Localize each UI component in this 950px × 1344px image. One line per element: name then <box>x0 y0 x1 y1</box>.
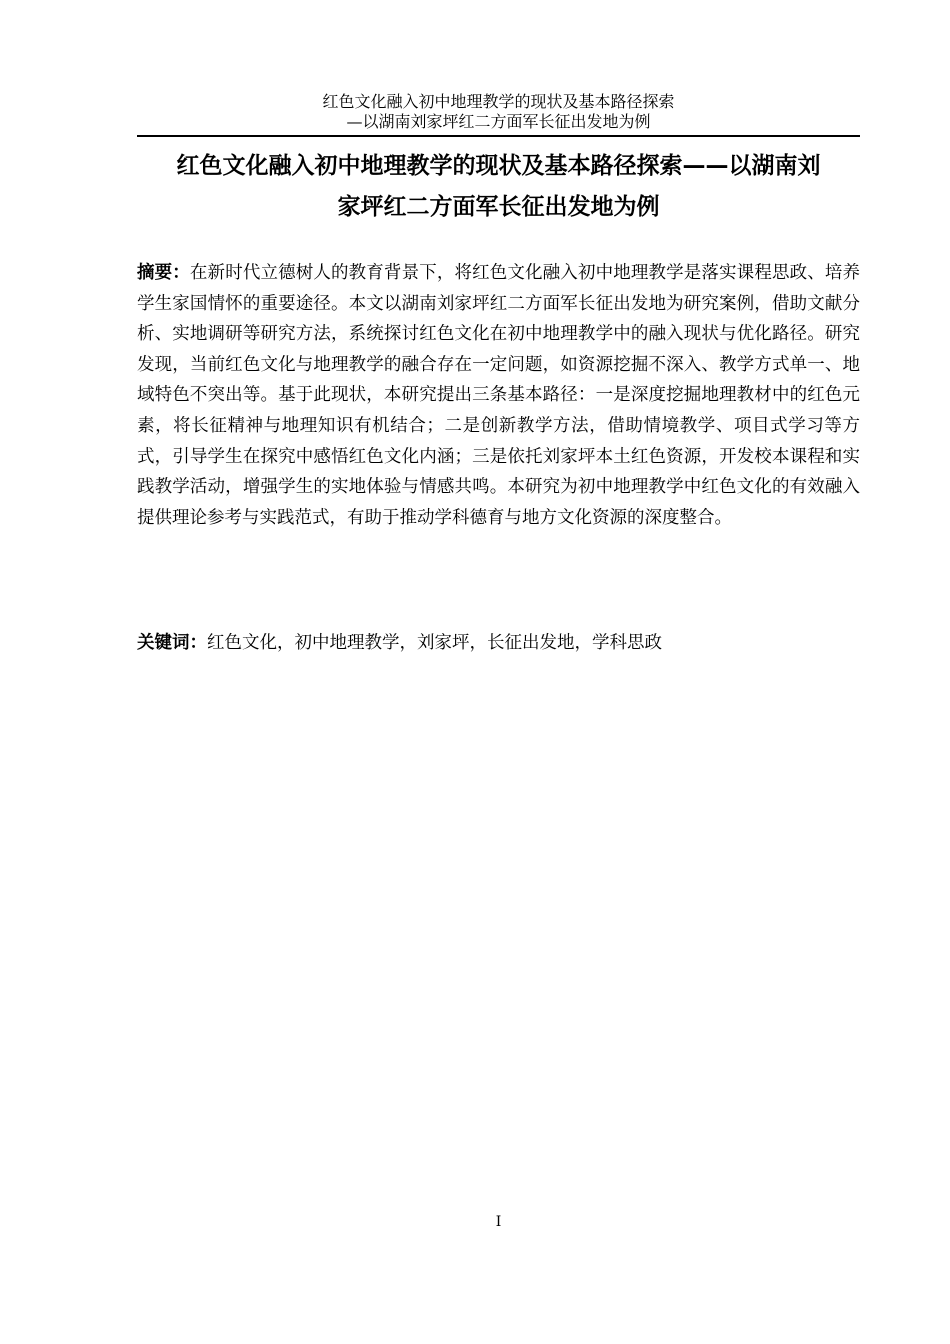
running-header <box>137 92 860 132</box>
paper-title-line1: 红色文化融入初中地理教学的现状及基本路径探索——以湖南刘 <box>176 153 821 179</box>
abstract-label: 摘要： <box>137 263 190 283</box>
keywords-paragraph <box>137 628 860 659</box>
keywords-label: 关键词： <box>137 633 207 653</box>
header-rule <box>137 135 860 137</box>
abstract-paragraph <box>137 258 860 533</box>
keywords-text: 红色文化，初中地理教学，刘家坪，长征出发地，学科思政 <box>207 633 662 653</box>
running-header-line1: 红色文化融入初中地理教学的现状及基本路径探索 <box>322 92 675 111</box>
paper-title-line2: 家坪红二方面军长征出发地为例 <box>337 194 660 220</box>
abstract-text: 在新时代立德树人的教育背景下，将红色文化融入初中地理教学是落实课程思政、培养学生家国情怀的重要途径。本文以湖南刘家坪红二方面军长征出发地为研究案例，借助文献分析、实地调研等研究方法，系统探讨红色文化在初中地理教学中的融入现状与优化路径。研究发现，当前红色文化与地理教学的融合存在一定问题，如资源挖掘不深入、教学方式单一、地域特色不突出等。基于此现状，本研究提出三条基本路径：一是深度挖掘地理教材中的红色元素，将长征精神与地理知识有机结合；二是创新教学方法，借助情境教学、项目式学习等方式，引导学生在探究中感悟红色文化内涵；三是依托刘家坪本土红色资源，开发校本课程和实践教学活动，增强学生的实地体验与情感共鸣。本研究为初中地理教学中红色文化的有效融入提供理论参考与实践范式，有助于推动学科德育与地方文化资源的深度整合。 <box>137 263 861 528</box>
running-header-line2: —以湖南刘家坪红二方面军长征出发地为例 <box>346 112 651 131</box>
page-number: I <box>495 1214 502 1230</box>
paper-title <box>137 146 860 228</box>
